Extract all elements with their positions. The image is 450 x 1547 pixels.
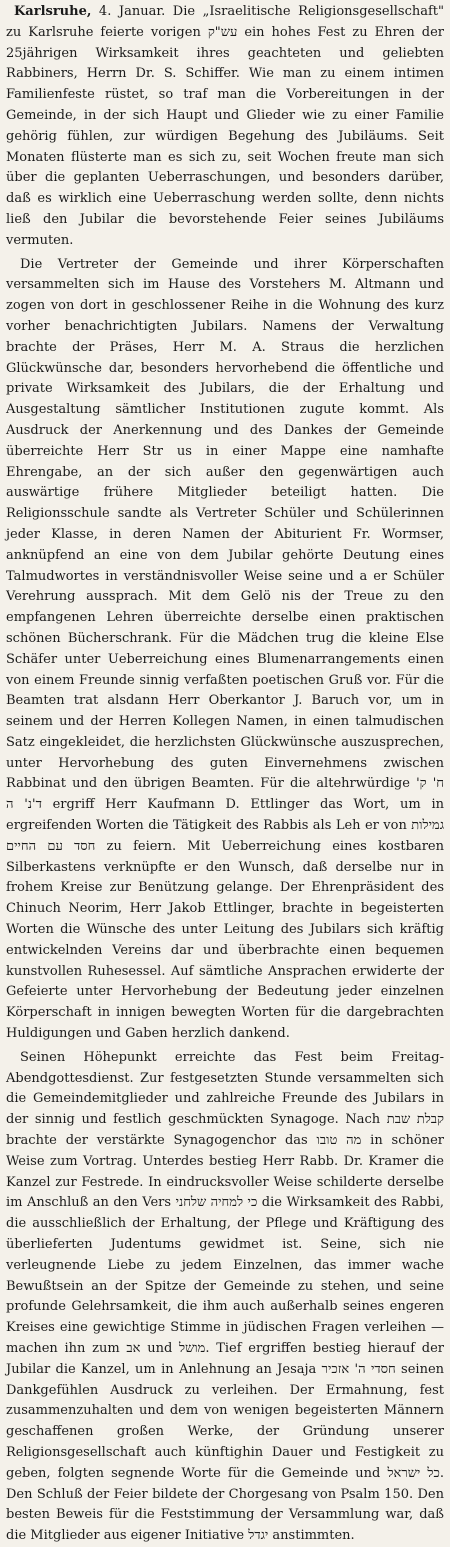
article-paragraph-3: Seinen Höhepunkt erreichte das Fest beim Freitag-Abendgottesdienst. Zur festgesetzten Stunde versammelten sich die Gemeindemitglieder und zahlreiche Freunde des Jubilars in der sinnig und festlich geschmückten Synagoge. Nach קבלת שבת brachte der verstärkte Synagogenchor das מה טובו in schöner Weise zum Vortrag. Unterdes bestieg Herr Rabb. Dr. Kramer die Kanzel zur Festrede. In eindrucksvoller Weise schilderte derselbe im Anschluß an den Vers כי למחיה שלחני die Wirksamkeit des Rabbi, die ausschließlich der Erhaltung, der Pflege und Kräftigung des überlieferten Judentums gewidmet ist. Seine, sich nie verleugnende Liebe zu jedem Einzelnen, das immer wache Bewußtsein an der Spitze der Gemeinde zu stehen, und seine profunde Gelehrsamkeit, die ihm auch außerhalb seines engeren Kreises eine gewichtige Stimme in jüdischen Fragen verleihen — machen ihn zum אב und מושל. Tief ergriffen bestieg hierauf der Jubilar die Kanzel, um in Anlehnung an Jesaja חסדי ה' אזכיר seinen Dankgefühlen Ausdruck zu verleihen. Der Ermahnung, fest zusammenzuhalten und dem von wenigen begeisterten Männern geschaffenen großen Werke, der Gründung unserer Religionsgesellschaft auch künftighin Dauer und Festigkeit zu geben, folgten segnende Worte für die Gemeinde und כל ישראל. Den Schluß der Feier bildete der Chorgesang von Psalm 150. Den besten Beweis für die Feststimmung der Versammlung war, daß die Mitglieder aus eigener Initiative יגדל anstimmten. [6, 1049, 445, 1544]
article-paragraph-2: Die Vertreter der Gemeinde und ihrer Körperschaften versammelten sich im Hause des Vorstehers M. Altmann und zogen von dort in geschlossener Reihe in die Wohnung des kurz vorher benachrichtigten Jubilars. Namens der Verwaltung brachte der Präses, Herr M. A. Straus die herzlichen Glückwünsche dar, besonders hervorhebend die öffentliche und private Wirksamkeit des Jubilars, die der Erhaltung und Ausgestaltung sämtlicher Institutionen zugute kommt. Als Ausdruck der Anerkennung und des Dankes der Gemeinde überreichte Herr Str us in einer Mappe eine namhafte Ehrengabe, an der sich außer den gegenwärtigen auch auswärtige frühere Mitglieder beteiligt hatten. Die Religionsschule sandte als Vertreter Schüler und Schülerinnen jeder Klasse, in deren Namen der Abiturient Fr. Wormser, anknüpfend an eine von dem Jubilar gehörte Deutung eines Talmudwortes in verständnisvoller Weise seine und a er Schüler Verehrung aussprach. Mit dem Gelö nis der Treue zu den empfangenen Lehren überreichte derselbe einen praktischen schönen Bücherschrank. Für die Mädchen trug die kleine Else Schäfer unter Ueberreichung eines Blumenarrangements einen von einem Freunde sinnig verfaßten poetischen Gruß vor. Für die Beamten trat alsdann Herr Oberkantor J. Baruch vor, um in seinem und der Herren Kollegen Namen, in einen talmudischen Satz eingekleidet, die herzlichsten Glückwünsche auszusprechen, unter Hervorhebung des guten Einvernehmens zwischen Rabbinat und den übrigen Beamten. Für die altehrwürdige ח' ק' ד'נ' ה ergriff Herr Kaufmann D. Ettlinger das Wort, um in ergreifenden Worten die Tätigkeit des Rabbis als Leh er von גמילות חסד עם החיים zu feiern. Mit Ueberreichung eines kostbaren Silberkastens verknüpfte er den Wunsch, daß derselbe nur in frohem Kreise zur Benützung gelange. Der Ehrenpräsident des Chinuch Neorim, Herr Jakob Ettlinger, brachte in begeisterten Worten die Wünsche des unter Leitung des Jubilars sich kräftig entwickelnden Vereins dar und überbrachte einen bequemen kunstvollen Ruhesessel. Auf sämtliche Ansprachen erwiderte der Gefeierte unter Hervorhebung der Bedeutung jeder einzelnen Körperschaft in innigen bewegten Worten für die dargebrachten Huldigungen und Gaben herzlich dankend. [6, 256, 444, 1042]
paragraph-1-text: 4. Januar. Die „Israelitische Religionsgesellschaft" zu Karlsruhe feierte vorigen עש"ק ein hohes Fest zu Ehren der 25jährigen Wirksamkeit ihres geachteten und geliebten Rabbiners, Herrn Dr. S. Schiffer. Wie man zu einem intimen Familienfeste rüstet, so traf man die Vorbereitungen in der Gemeinde, in der sich Haupt und Glieder wie zu einer Familie gehörig fühlen, zur würdigen Begehung des Jubiläums. Seit Monaten flüsterte man es sich zu, seit Wochen freute man sich über die geplanten Ueberraschungen, und besonders darüber, daß es wirklich eine Ueberraschung werden sollte, denn nichts ließ den Jubilar die bevorstehende Feier seines Jubiläums vermuten. [6, 4, 445, 248]
dateline: Karlsruhe, [14, 4, 92, 19]
article-paragraph-1 [6, 2, 444, 252]
